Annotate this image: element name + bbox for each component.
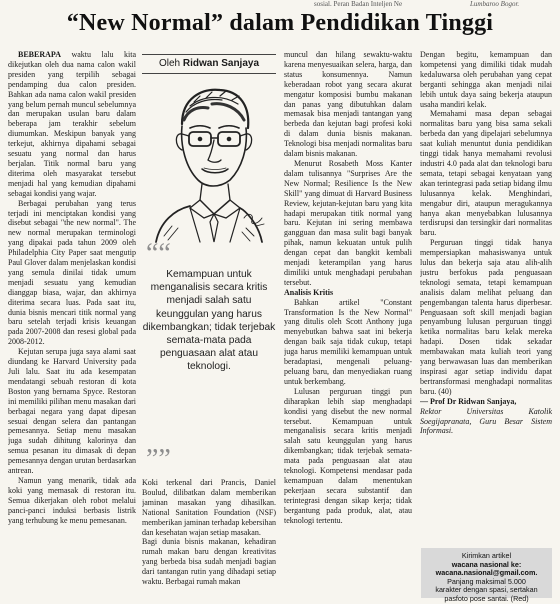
paragraph: — Prof Dr Ridwan Sanjaya, bbox=[420, 396, 517, 406]
article-column-2 bbox=[142, 50, 276, 598]
previous-page-strip bbox=[0, 0, 560, 9]
paragraph: Berbagai perubahan yang terus terjadi ini menciptakan kondisi yang disebut sebagai "the new normal". The new normal merupakan terminologi yang dipakai pada tahun 2009 oleh Philadelphia City Paper saat mengutip Paul Glover dalam menjelaskan kondisi yang semula dinilai tidak umum menjadi sesuatu yang kemudian dianggap biasa, wajar, dan akhirnya diterima secara luas. Pada saat itu, dunia bisnis mencari titik normal yang baru setelah terjadi krisis keuangan pada 2007-2008 dan resesi global pada 2008-2012. bbox=[8, 198, 136, 347]
article-column-2-text bbox=[142, 478, 276, 598]
paragraph: Rektor Universitas Katolik Soegijapranata, Guru Besar Sistem Informasi. bbox=[420, 406, 552, 436]
close-quote-icon: ”” bbox=[146, 444, 171, 475]
paragraph: Menurut Rosabeth Moss Kanter dalam tulisannya "Surprises Are the New Normal; Resilience Is the New Skill" yang dimuat di Harvard Business Review, kejutan-kejutan baru yang kita hadapi merupakan titik normal yang baru. Kejutan ini sering membawa gangguan dan masa sulit bagi banyak pihak, namun kekuatan untuk pulih dengan cepat dan bangkit kembali menjadi keterampilan yang harus dimiliki untuk menghadapi perubahan tersebut. bbox=[284, 158, 412, 287]
paragraph: BEBERAPA waktu lalu kita dikejutkan oleh dua nama calon wakil presiden yang terpilih sebagai pendamping dua calon presiden. Bahkan ada nama calon wakil presiden yang belum pernah muncul sebelumnya dan merupakan usulan baru dalam beberapa jam terakhir sebelum diumumkan. Meskipun banyak yang terkejut, akhirnya dipahami sebagai sesuatu yang normal dan harus berjalan. Titik normal baru yang diterima oleh masyarakat tersebut menjadi hal yang kemudian dipahami sebagai kondisi yang wajar. bbox=[8, 50, 136, 198]
paragraph: Koki terkenal dari Prancis, Daniel Boulud, dilibatkan dalam memberikan jaminan masakan yang dihasilkan. National Sanitation Foundation (NSF) memberikan jaminan terhadap kebersihan dan kesehatan wajan setiap masakan. bbox=[142, 478, 276, 537]
pull-quote: Kemampuan untuk menganalisis secara kritis menjadi salah satu keunggulan yang harus dikembangkan; tidak terjebak semata-mata pada penguasaan alat atau teknologi. bbox=[142, 269, 276, 373]
article-column-3 bbox=[284, 50, 412, 598]
paragraph: Analisis Kritis bbox=[284, 287, 334, 297]
article-headline: “New Normal” dalam Pendidikan Tinggi bbox=[66, 10, 494, 36]
byline bbox=[142, 54, 276, 74]
paragraph: Lulusan perguruan tinggi pun diharapkan lebih siap menghadapi kondisi yang disebut the new normal tersebut. Kemampuan untuk menganalisis secara kritis menjadi salah satu keunggulan yang harus dikembangkan; tidak terjebak semata-mata pada penguasaan alat atau teknologi. Kompetensi mendasar pada kemampuan dalam menentukan pekerjaan secara substantif dan terintegrasi dengan sikap kerja; tidak bergantung pada produk, alat, atau teknologi tertentu. bbox=[284, 386, 412, 525]
article-column-1 bbox=[8, 50, 136, 598]
lead-word: BEBERAPA bbox=[18, 50, 61, 59]
byline-author: Ridwan Sanjaya bbox=[182, 58, 260, 69]
open-quote-icon: ““ bbox=[146, 238, 171, 269]
paragraph: Kejutan serupa juga saya alami saat diundang ke Harvard University pada Juli lalu. Saat itu ada kesempatan mendatangi sebuah restoran di kota Boston yang bernama Spyce. Restoran ini memiliki pilihan menu masakan dari berbagai negara yang dapat dipesan sesuai dengan selera dan pantangan pemesannya. Setiap menu masakan juga sudah dihitung kalorinya dan semua pesanan itu dimasak di depan pemesannya dengan urutan berdasarkan antrean. bbox=[8, 347, 136, 476]
paragraph: Dengan begitu, kemampuan dan kompetensi yang dimiliki tidak mudah kedaluwarsa oleh perubahan yang cepat berganti sehingga akan menjadi nilai lebih untuk daya saing bekerja ataupun usaha mandiri kelak. bbox=[420, 50, 552, 109]
author-portrait-sketch bbox=[142, 76, 276, 246]
paragraph: Namun yang menarik, tidak ada koki yang memasak di restoran itu. Semua dikerjakan oleh robot melalui panci-panci induksi berbasis listrik yang terhubung ke menu pemesanan. bbox=[8, 475, 136, 525]
paragraph: Perguruan tinggi tidak hanya mempersiapkan mahasiswanya untuk lulus dan bekerja saja atau alih-alih justru berfokus pada penguasaan teknologi semata, tetapi kemampuan analisis dalam melihat peluang dan pengembangan talenta harus diperbesar. Penguasaan soft skill menjadi bagian penyambung lulusan perguruan tinggi ketika normalitas baru kelak mereka hadapi. Dosen tidak sekadar membawakan mata kuliah teori yang yang berwawasan luas dan memberikan inspirasi agar setiap individu dapat bertransformasi menghadapi normalitas baru. (40) bbox=[420, 238, 552, 396]
note-line: karakter dengan spasi, sertakan bbox=[435, 585, 538, 595]
note-line: Panjang maksimal 5.000 bbox=[447, 576, 526, 586]
paragraph: muncul dan hilang sewaktu-waktu karena menyesuaikan selera, harga, dan status konsumennya. Namun keberadaan robot yang secara akurat mengatur komposisi bumbu makanan dan panas yang dibutuhkan dalam memasak bisa menjadi tantangan yang berbeda dan kejutan bagi profesi koki di dalam dunia bisnis makanan. Teknologi bisa menjadi normalitas baru dalam bisnis makanan. bbox=[284, 50, 412, 159]
note-line: wacana nasional ke: bbox=[451, 559, 522, 569]
note-line: pasfoto pose santai. (Red) bbox=[444, 593, 529, 603]
note-line: Kirimkan artikel bbox=[461, 551, 512, 560]
paragraph: Bahkan artikel "Constant Transformation Is the New Normal" yang ditulis oleh Scott Anthony juga menyebutkan bahwa saat ini bekerja dengan baik saja tidak cukup, tetapi juga harus memiliki kemampuan untuk beradaptasi, mengenali peluang-peluang baru, dan menyediakan ruang untuk berkembang. bbox=[284, 297, 412, 386]
byline-prefix: Oleh bbox=[158, 58, 181, 69]
submission-note-box bbox=[421, 548, 552, 603]
note-email: wacana.nasional@gmail.com. bbox=[435, 568, 538, 578]
strip-text-left: sosial. Peran Badan Inteljen Ne bbox=[314, 0, 403, 8]
paragraph: Memahami masa depan sebagai normalitas baru yang bisa sama sekali berbeda dan yang dipelajari sebelumnya saat kuliah menuntut dunia pendidikan tinggi tidak hanya memahami revolusi industri 4.0 pada alat dan teknologi baru semata, tetapi sebagai kenyataan yang akan terintegrasi pada setiap bidang ilmu lulusannya kelak. Menghindari, mengabur diri, ataupun meragukannya hanya akan menyebabkan lulusannya terdisrupsi dan tersingkir dari normalitas baru. bbox=[420, 109, 552, 238]
paragraph: Bagi dunia bisnis makanan, kehadiran rumah makan baru dengan kreativitas yang berbeda bisa sudah menjadi bagian dari tantangan rutin yang dihadapi setiap waktu. Berbagai rumah makan bbox=[142, 537, 276, 587]
article-column-4 bbox=[420, 50, 552, 598]
strip-text-right: Lumbaroo Bogor. bbox=[470, 0, 520, 8]
